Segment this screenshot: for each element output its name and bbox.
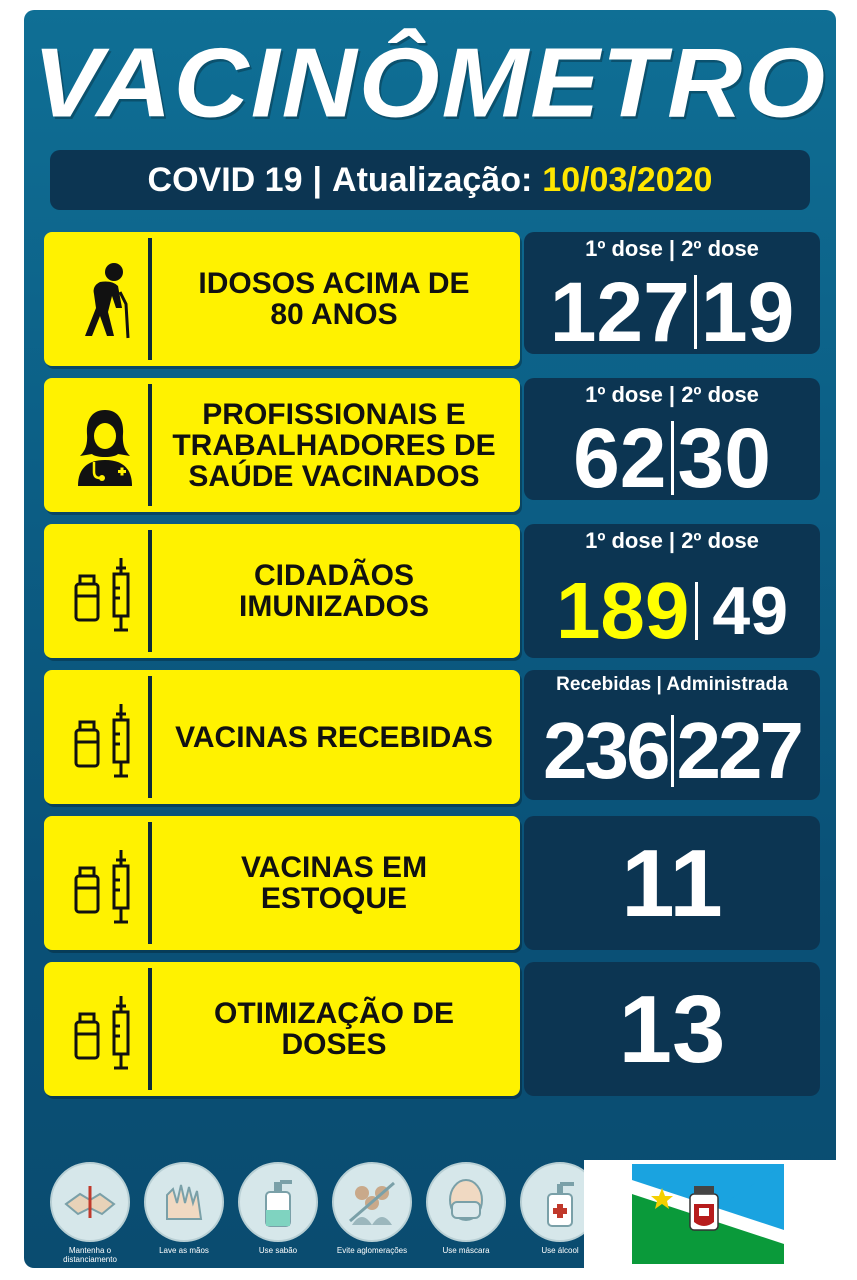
row-profissionais (44, 378, 820, 512)
value-divider (671, 715, 674, 787)
health-worker-icon (62, 402, 148, 488)
label-separator (148, 238, 152, 360)
value-divider (695, 582, 698, 640)
stock-value: 11 (621, 830, 723, 937)
footer-item (332, 1162, 412, 1268)
dose-box (524, 670, 820, 800)
value-divider (694, 275, 697, 349)
dose-header: 1º dose | 2º dose (585, 528, 759, 553)
optimization-value: 13 (618, 976, 726, 1083)
value-box (524, 962, 820, 1096)
row-vacinas-recebidas (44, 670, 820, 804)
dose-header: 1º dose | 2º dose (585, 382, 759, 407)
footer-caption: Use álcool (541, 1246, 579, 1255)
administered-value: 227 (676, 706, 801, 795)
second-dose-value: 49 (712, 573, 789, 649)
covid-label: COVID 19 (147, 160, 303, 199)
update-bar (50, 150, 810, 210)
vaccine-vial-syringe-icon (62, 548, 148, 634)
dose-header: Recebidas | Administrada (556, 674, 788, 695)
vaccine-vial-syringe-icon (62, 694, 148, 780)
municipal-flag-icon (584, 1160, 836, 1268)
label-box (44, 232, 520, 366)
coat-of-arms-icon (690, 1186, 718, 1230)
first-dose-value: 62 (573, 411, 667, 505)
label-separator (148, 384, 152, 506)
label-separator (148, 676, 152, 798)
footer-item (426, 1162, 506, 1268)
dose-box (524, 232, 820, 359)
footer-item (238, 1162, 318, 1268)
received-value: 236 (543, 706, 668, 795)
crowd-icon (332, 1162, 412, 1242)
row-label: IDOSOS ACIMA DE 80 ANOS (198, 267, 470, 331)
label-separator (148, 822, 152, 944)
row-cidadaos (44, 524, 820, 658)
first-dose-value: 189 (555, 566, 690, 655)
poster (24, 10, 836, 1268)
footer-item (144, 1162, 224, 1268)
row-label: CIDADÃOS IMUNIZADOS (239, 559, 429, 623)
row-idosos (44, 232, 820, 366)
prevention-footer (50, 1162, 600, 1268)
soap-icon (238, 1162, 318, 1242)
second-dose-value: 30 (677, 411, 771, 505)
label-box (44, 816, 520, 950)
vaccine-vial-syringe-icon (62, 840, 148, 926)
wash-hands-icon (144, 1162, 224, 1242)
row-estoque (44, 816, 820, 950)
label-separator (148, 968, 152, 1090)
footer-caption: Use máscara (442, 1246, 490, 1255)
first-dose-value: 127 (549, 265, 690, 359)
footer-caption: Lave as mãos (159, 1246, 209, 1255)
row-label: OTIMIZAÇÃO DE DOSES (214, 997, 454, 1061)
label-separator (148, 530, 152, 652)
footer-caption: Use sabão (258, 1246, 298, 1255)
row-otimizacao (44, 962, 820, 1096)
flag-area (584, 1160, 836, 1268)
row-label: PROFISSIONAIS E TRABALHADORES DE SAÚDE VACINADOS (172, 397, 496, 493)
row-label: VACINAS EM ESTOQUE (240, 851, 428, 915)
label-box (44, 962, 520, 1096)
label-box (44, 670, 520, 804)
update-label: Atualização: (332, 160, 533, 199)
page-title: VACINÔMETRO (32, 27, 828, 139)
mask-icon (426, 1162, 506, 1242)
footer-caption: Evite aglomerações (336, 1246, 408, 1255)
footer-caption: Mantenha o distanciamento (63, 1246, 117, 1264)
dose-header: 1º dose | 2º dose (585, 236, 759, 261)
footer-item (50, 1162, 130, 1268)
second-dose-value: 19 (700, 265, 795, 359)
elderly-person-icon (62, 256, 148, 342)
label-box (44, 524, 520, 658)
row-label: VACINAS RECEBIDAS (175, 720, 493, 754)
label-box (44, 378, 520, 512)
dose-box (524, 524, 820, 658)
dose-box (524, 378, 820, 505)
value-divider (671, 421, 674, 495)
value-box (524, 816, 820, 950)
update-date: 10/03/2020 (542, 160, 713, 199)
handshake-icon (50, 1162, 130, 1242)
divider: | (312, 160, 323, 199)
vaccine-vial-syringe-icon (62, 986, 148, 1072)
